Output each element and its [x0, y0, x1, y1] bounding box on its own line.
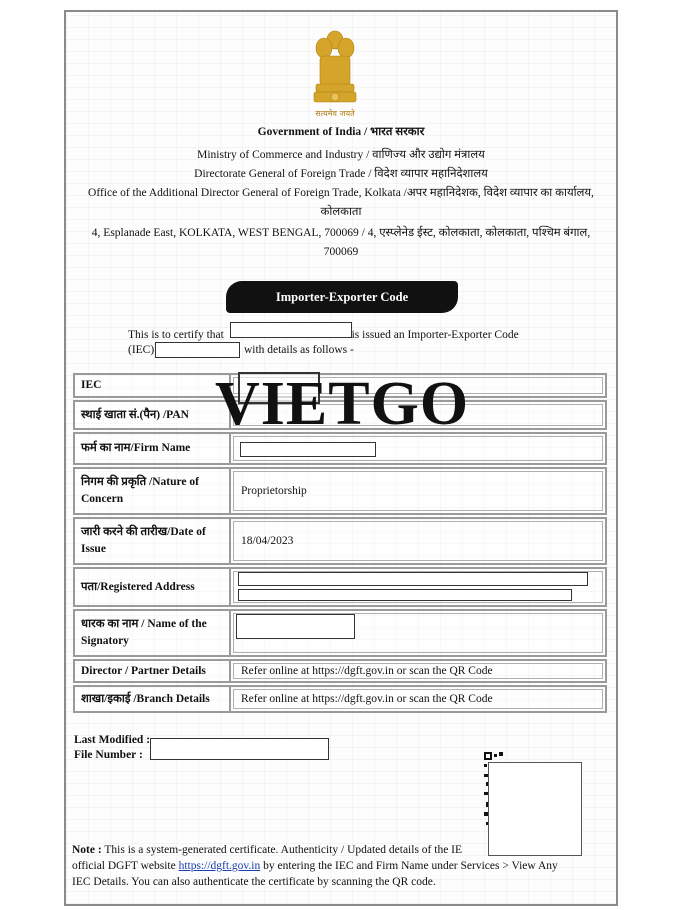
- note-text-2b: by entering the IEC and Firm Name under Services > View Any: [263, 860, 558, 872]
- row-label: शाखा/इकाई /Branch Details: [79, 687, 231, 711]
- directorate-line: Directorate General of Foreign Trade / विदेश व्यापार महानिदेशालय: [194, 168, 488, 180]
- note-text-1: This is a system-generated certificate. Authenticity / Updated details of the IE: [104, 844, 463, 856]
- svg-text:सत्यमेव जयते: सत्यमेव जयते: [315, 109, 355, 118]
- file-number-label: File Number :: [74, 749, 143, 761]
- national-emblem-icon: [306, 28, 364, 120]
- last-modified-label: Last Modified :: [74, 734, 151, 746]
- redacted-firm-name: [240, 442, 376, 457]
- footer-note: [72, 842, 602, 890]
- row-label: फर्म का नाम/Firm Name: [79, 434, 231, 463]
- office-line-2: कोलकाता: [320, 206, 362, 218]
- redacted-file-number: [150, 738, 329, 760]
- vietgo-watermark: VIETGO: [215, 370, 470, 438]
- row-label: जारी करने की तारीख/Date of Issue: [79, 519, 231, 563]
- row-label: IEC: [79, 375, 231, 396]
- table-row-branch: [73, 685, 607, 713]
- note-text-3: IEC Details. You can also authenticate the certificate by scanning the QR code.: [72, 876, 436, 888]
- address-line-1: 4, Esplanade East, KOLKATA, WEST BENGAL, 700069 / 4, एस्प्लेनेड ईस्ट, कोलकाता, कोलकाता, पश्चिम बंगाल,: [91, 227, 591, 239]
- redacted-address-1: [238, 572, 588, 586]
- certify-part2: is issued an Importer-Exporter Code: [351, 329, 519, 341]
- dgft-link[interactable]: https://dgft.gov.in: [178, 860, 261, 872]
- note-label: Note :: [72, 844, 102, 856]
- certify-part1: This is to certify that: [128, 329, 224, 341]
- redacted-iec: [155, 342, 240, 358]
- row-label: Director / Partner Details: [79, 661, 231, 681]
- redacted-name: [230, 322, 352, 338]
- row-label: धारक का नाम / Name of the Signatory: [79, 611, 231, 655]
- government-line: Government of India / भारत सरकार: [257, 126, 425, 138]
- certificate-title: Importer-Exporter Code: [226, 281, 458, 313]
- office-line-1: Office of the Additional Director General of Foreign Trade, Kolkata /अपर महानिदेशक, विदेश व्यापार का कार्यालय,: [88, 187, 594, 199]
- redacted-address-2: [238, 589, 572, 601]
- certify-part4: with details as follows -: [243, 344, 354, 356]
- table-row-date: [73, 517, 607, 565]
- row-value: Proprietorship: [241, 485, 307, 497]
- row-label: पता/Registered Address: [79, 569, 231, 605]
- row-label: निगम की प्रकृति /Nature of Concern: [79, 469, 231, 513]
- table-row-director: [73, 659, 607, 683]
- row-label: स्थाई खाता सं.(पैन) /PAN: [79, 402, 231, 428]
- ministry-line: Ministry of Commerce and Industry / वाणिज्य और उद्योग मंत्रालय: [197, 149, 485, 161]
- redacted-signatory: [236, 614, 355, 639]
- address-line-2: 700069: [323, 246, 359, 258]
- note-text-2a: official DGFT website: [72, 860, 176, 872]
- certify-part3: (IEC): [128, 344, 155, 356]
- row-value: Refer online at https://dgft.gov.in or scan the QR Code: [241, 665, 493, 677]
- row-value: 18/04/2023: [241, 535, 294, 547]
- row-value: Refer online at https://dgft.gov.in or scan the QR Code: [241, 693, 493, 705]
- table-row-nature: [73, 467, 607, 515]
